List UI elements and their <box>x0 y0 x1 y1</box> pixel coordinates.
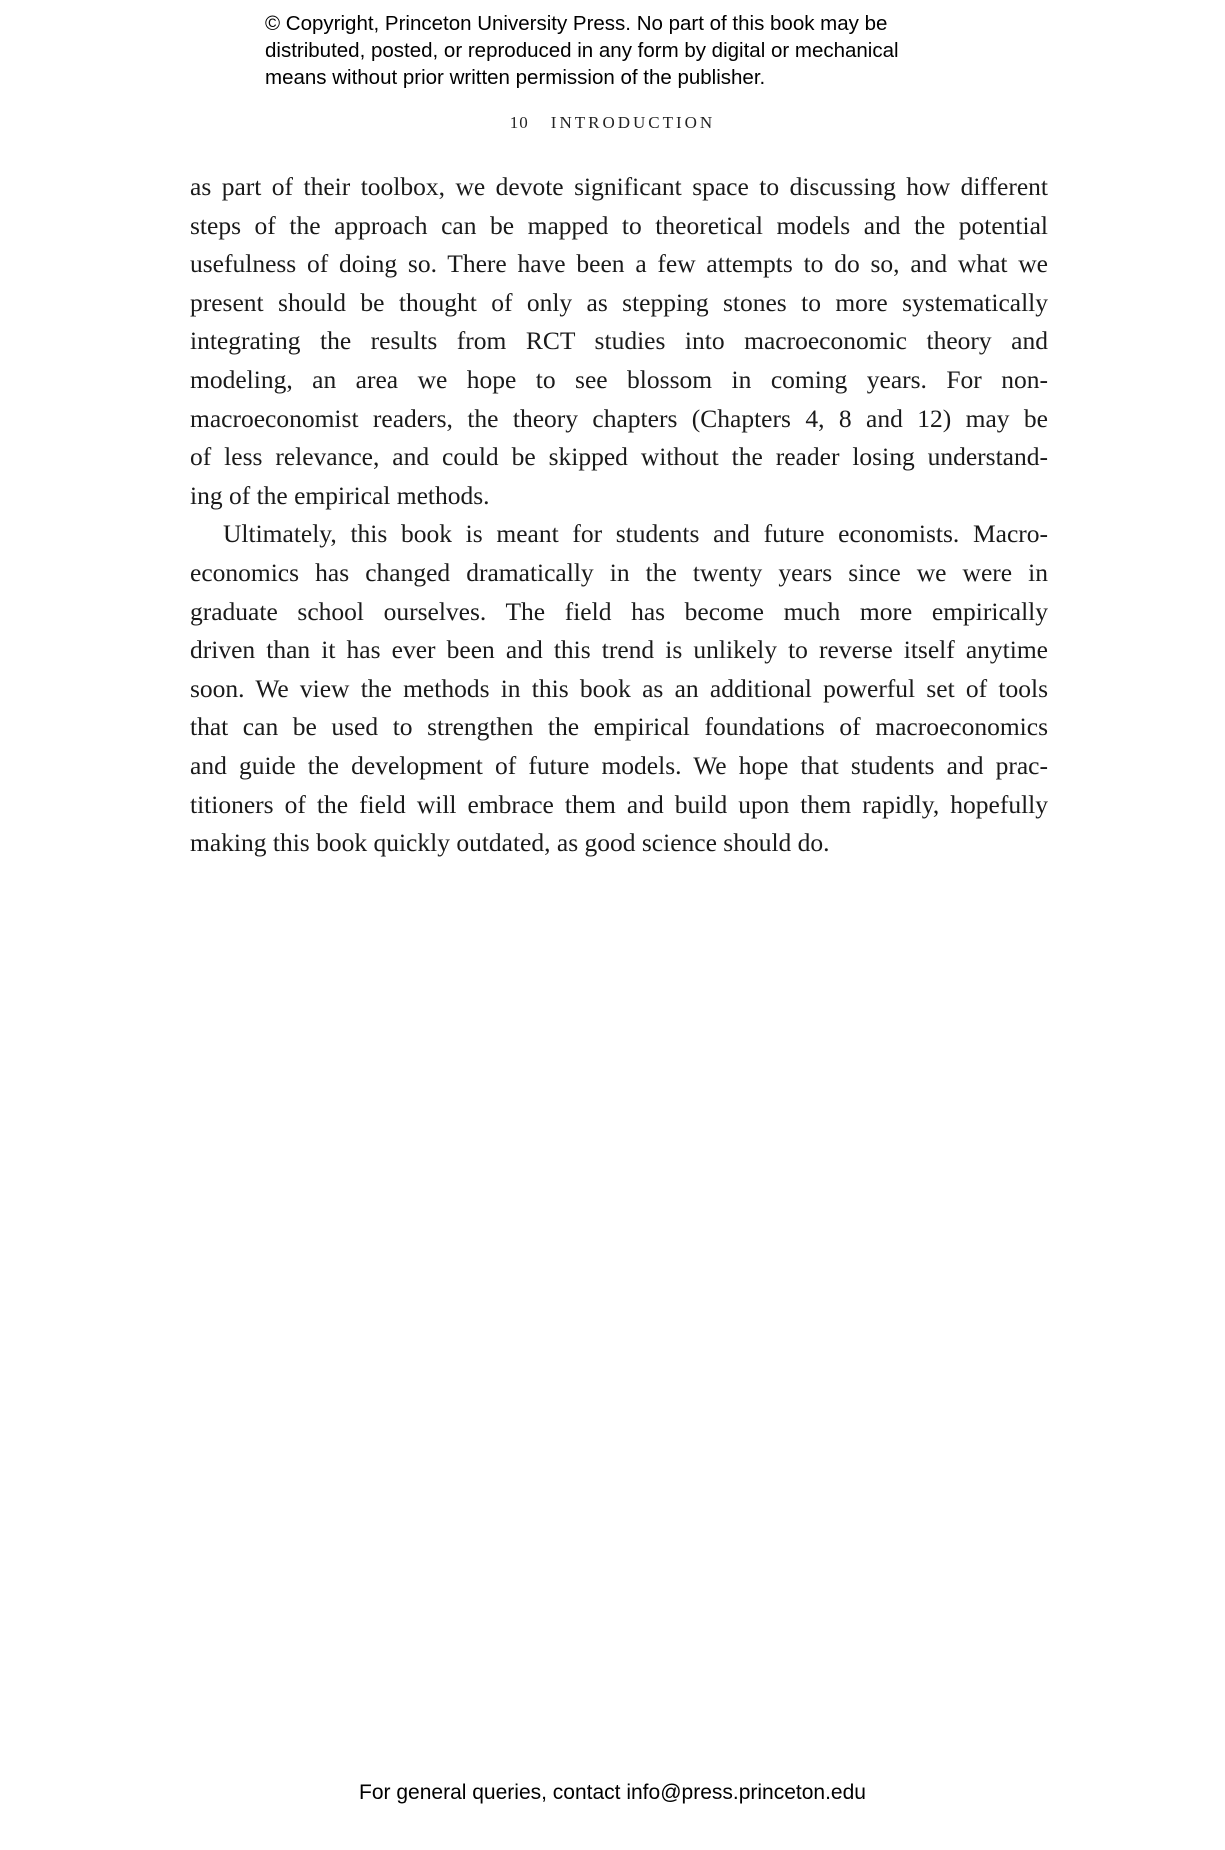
copyright-line: means without prior written permission of the publisher. <box>265 66 766 89</box>
footer-contact: For general queries, contact info@press.princeton.edu <box>359 1781 866 1804</box>
text-line: macroeconomist readers, the theory chapters (Chapters 4, 8 and 12) may be <box>190 403 1048 433</box>
text-line: of less relevance, and could be skipped without the reader losing understand- <box>190 442 1048 472</box>
text-line: present should be thought of only as stepping stones to more systematically <box>190 287 1048 317</box>
text-line: and guide the development of future models. We hope that students and prac- <box>190 750 1048 780</box>
body-text <box>190 168 1048 863</box>
copyright-notice <box>265 10 1025 91</box>
text-line: modeling, an area we hope to see blossom in coming years. For non- <box>190 364 1048 394</box>
paragraph-2 <box>190 515 1048 862</box>
text-line: economics has changed dramatically in the twenty years since we were in <box>190 557 1048 587</box>
paragraph-1 <box>190 168 1048 515</box>
text-line: ing of the empirical methods. <box>190 480 490 510</box>
text-line: graduate school ourselves. The field has become much more empirically <box>190 596 1048 626</box>
copyright-line: © Copyright, Princeton University Press. No part of this book may be <box>265 12 888 35</box>
text-line: soon. We view the methods in this book as an additional powerful set of tools <box>190 673 1048 703</box>
page-number: 10 <box>509 113 529 132</box>
text-line: titioners of the field will embrace them and build upon them rapidly, hopefully <box>190 789 1048 819</box>
text-line: that can be used to strengthen the empirical foundations of macroeconomics <box>190 712 1048 742</box>
text-line: making this book quickly outdated, as good science should do. <box>190 828 830 858</box>
running-head <box>0 113 1225 133</box>
text-line: as part of their toolbox, we devote significant space to discussing how different <box>190 172 1048 201</box>
text-line: driven than it has ever been and this trend is unlikely to reverse itself anytime <box>190 635 1048 665</box>
text-line: Ultimately, this book is meant for students and future economists. Macro- <box>223 519 1048 549</box>
section-title: INTRODUCTION <box>550 113 716 132</box>
copyright-line: distributed, posted, or reproduced in any form by digital or mechanical <box>265 39 899 62</box>
text-line: usefulness of doing so. There have been a few attempts to do so, and what we <box>190 249 1048 279</box>
text-line: steps of the approach can be mapped to theoretical models and the potential <box>190 210 1048 240</box>
text-line: integrating the results from RCT studies into macroeconomic theory and <box>190 326 1048 356</box>
